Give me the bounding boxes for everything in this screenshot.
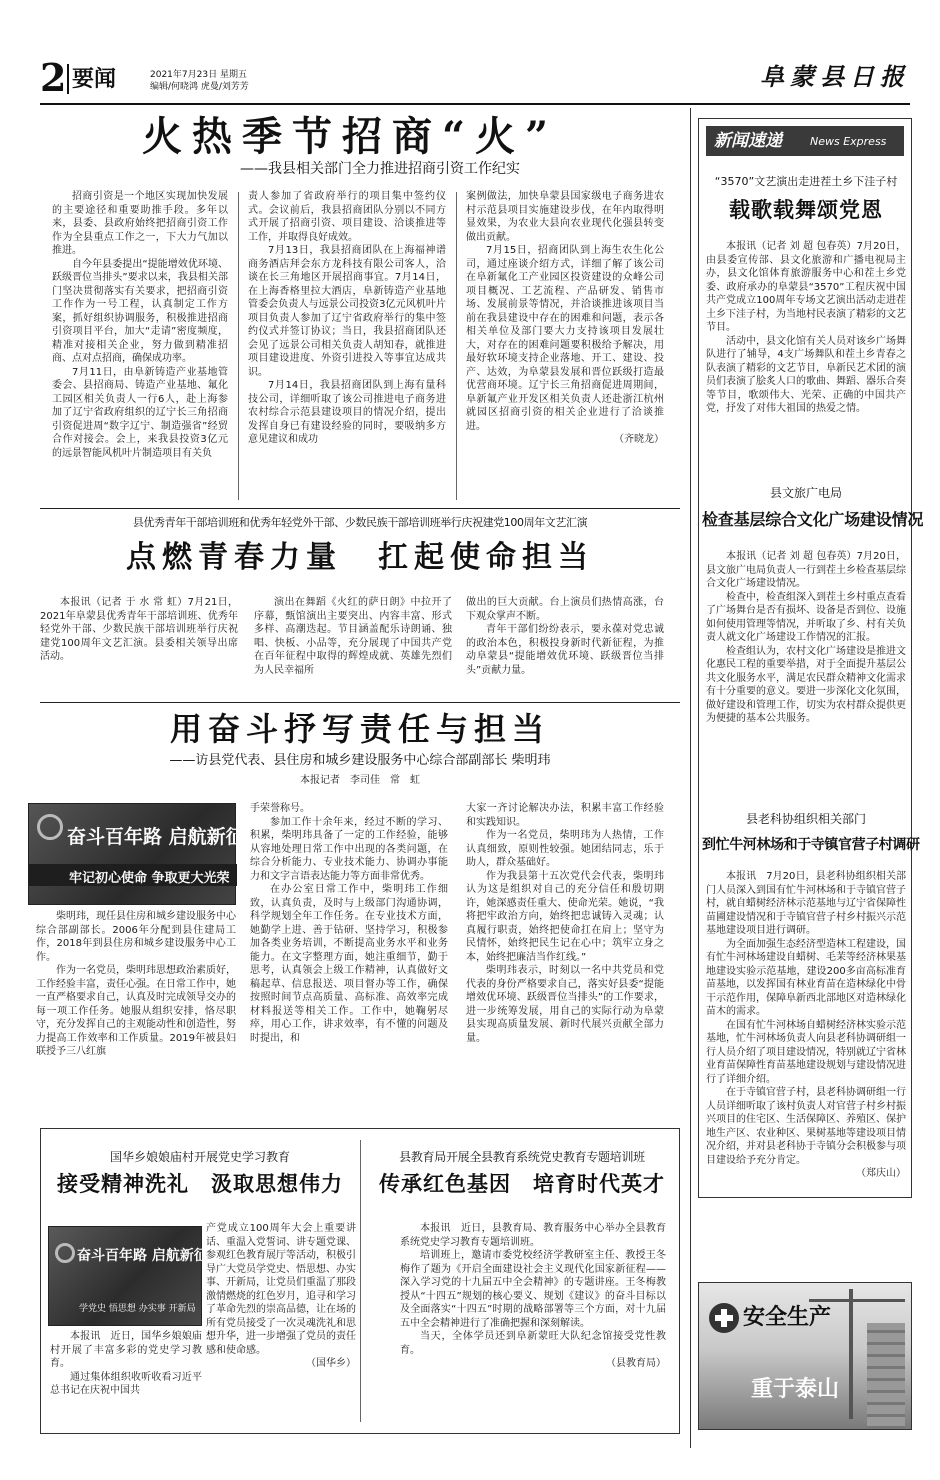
section-rule — [40, 702, 680, 703]
section-name: 要闻 — [72, 66, 117, 92]
banner-tagline: 牢记初心使命 争取更大光荣 — [69, 871, 230, 886]
safety-ad-line2: 重于泰山 — [751, 1377, 840, 1402]
main-para: 招商引资是一个地区实现加快发展的主要途径和重要助推手段。多年以来，县委、县政府始终把招商引资工作作为全县重点工作之一，下大力气加以推进。 — [52, 191, 228, 256]
sidebar-para: 活动中，县文化馆有关人员对该乡广场舞队进行了辅导，4支广场舞队和茬土乡青春之队表演了精彩的文艺节目，阜新民艺术团的演员们表演了脍炙人口的歌曲、舞蹈、器乐合奏等节目，歌颂伟大、光荣、正确的中国共产党，抒发了对伟大祖国的热爱之情。 — [706, 335, 906, 414]
sidebar-para: 检查中，检查组深入到茬土乡村重点查看了广场舞台是否有损坏、设备是否到位、设施如何使用管理等情况，并听取了乡、村有关负责人就文化广场建设工作情况的汇报。 — [706, 591, 906, 643]
left-box-col-a — [50, 1330, 202, 1428]
profile-para: 作为我县第十五次党代会代表，柴明玮认为这是组织对自己的充分信任和殷切期许，她深感责任重大、使命光荣。她说，“我将把牢政治方向，始终把忠诚铸入灵魂；认真履行职责，始终把使命扛在肩上；坚守为民情怀，始终把民生记在心中；筑牢立身之本，始终把廉洁当作红线。” — [466, 870, 664, 963]
left-box-para: 通过集体组织收听收看习近平总书记在庆祝中国共 — [50, 1371, 202, 1396]
banner-slogan: 奋斗百年路 启航新征程 — [67, 826, 264, 848]
profile-para: 手荣誉称号。 — [250, 803, 310, 814]
editor-credits: 编辑/何晓鸿 虎曼/刘芳芳 — [150, 82, 249, 92]
profile-para: 柴明玮表示，时刻以一名中共党员和党代表的身份严格要求自己，落实好县委“提能增效优环境、跃级晋位当排头”的工作要求，进一步统筹发展，用自己的实际行动为阜蒙县实现高质量发展、新时代展兴贡献全部力量。 — [466, 965, 664, 1044]
profile-story-col-2 — [250, 802, 448, 1110]
sidebar-headline-1: 载歌载舞颂党恩 — [729, 197, 883, 222]
crane-silhouette — [849, 1289, 853, 1419]
flag-emblem-icon — [37, 814, 63, 840]
youth-para: 青年干部们纷纷表示，要永葆对党忠诚的政治本色，积极投身新时代新征程，为推动阜蒙县“提能增效优环境、跃级晋位当排头”贡献力量。 — [466, 624, 664, 676]
left-box-headline: 接受精神洗礼 汲取思想伟力 — [57, 1171, 343, 1196]
profile-story-col-1 — [36, 910, 236, 1110]
section-rule — [40, 508, 680, 509]
masthead — [40, 55, 910, 102]
sidebar-headline-3: 到忙牛河林场和于寺镇官营子村调研 — [702, 837, 920, 853]
right-box-headline: 传承红色基因 培育时代英才 — [379, 1171, 665, 1196]
sidebar-kicker-2: 县文旅广电局 — [769, 486, 842, 500]
right-box-para: 当天，全体学员还到阜新蒙旺大队纪念馆接受党性教育。 — [400, 1331, 666, 1356]
building-silhouette — [867, 1323, 905, 1429]
left-box-col-b — [206, 1222, 356, 1428]
main-para: 责人参加了省政府举行的项目集中签约仪式。会议前后，我县招商团队分别以不同方式开展了招商引资、项目建设、洽谈推进等工作，并取得良好成效。 — [248, 191, 446, 243]
right-box-sign: （县教育局） — [606, 1358, 666, 1369]
sidebar-kicker-3: 县老科协组织相关部门 — [745, 812, 866, 826]
page-number: 2 — [40, 55, 67, 100]
issue-date: 2021年7月23日 星期五 — [150, 70, 247, 80]
sidebar-para: 为全面加强生态经济型造林工程建设，国有忙牛河林场建设自蜡树、毛茉等经济林果基地建设实验示范基地，建设200多亩高标准育苗基地，以发挥国有林业育苗在造林绿化中骨干示范作用，保障阜新西北部地区对造林绿化苗木的需求。 — [706, 938, 906, 1017]
youth-story-col-2 — [254, 596, 452, 696]
left-box-kicker: 国华乡娘娘庙村开展党史学习教育 — [109, 1150, 290, 1164]
profile-para: 参加工作十余年来，经过不断的学习、积累，柴明玮具备了一定的工作经验，能够从容地处理日常工作中出现的各类问题，在综合分析能力、专业技术能力、协调办事能力和文字言语表达能力等方面非常优秀。 — [250, 816, 448, 882]
profile-byline: 本报记者 李司佳 常 虹 — [300, 775, 420, 786]
main-para: 7月15日，招商团队到上海生农生化公司，通过座谈介绍方式，详细了解了该公司在阜新氟化工产业园区投资建设的众峰公司项目概况、工艺流程、产品研发、销售市场、发展前景等情况，并洽谈推进该项目当前在我县建设中存在的困难和问题，表示各相关单位及部门要大力支持该项目发展壮大，对存在的困难问题要积极给予解决，用最好软环境支持企业落地、开工、建设、投产、达效，为阜蒙县发展和晋位跃级打造最优营商环境。辽宁长三角招商促进周期间，阜新氟产业开发区相关负责人还赴浙江杭州就园区招商引资的相关企业进行了洽谈推进。 — [466, 245, 664, 432]
main-story-col-3 — [466, 190, 664, 502]
youth-headline: 点燃青春力量 扛起使命担当 — [126, 540, 594, 575]
sidebar-para: 本报讯（记者 刘 超 包春英）7月20日，县文旅广电局负责人一行到茬土乡检查基层综合文化广场建设情况。 — [706, 551, 906, 589]
sidebar-para: 本报讯（记者 刘 超 包春英）7月20日，由县委宣传部、县文化旅游和广播电视局主办，县文化馆体育旅游服务中心和茬土乡党委、政府承办的阜蒙县“3570”工程庆祝中国共产党成立100周年专场文艺演出活动走进茬土乡下洼子村，为当地村民表演了精彩的文艺节目。 — [706, 241, 906, 333]
profile-para: 大家一齐讨论解决办法，积累丰富工作经验和实践知识。 — [466, 803, 664, 828]
banner-slogan: 奋斗百年路 启航新征程 — [77, 1248, 222, 1264]
youth-story-col-1 — [40, 596, 238, 696]
sidebar-para: 在国有忙牛河林场自蜡树经济林实验示范基地，忙牛河林场负责人向县老科协调研组一行人员介绍了项目建设情况，特别就辽宁省林业育苗保障性育苗基地建设规划与建设情况进行了详细介绍。 — [706, 1019, 906, 1085]
main-sign: （齐晓龙） — [614, 434, 664, 445]
right-box-para: 培训班上，邀请市委党校经济学教研室主任、教授王冬梅作了题为《开启全面建设社会主义现代化国家新征程——深入学习党的十九届五中全会精神》的专题讲座。王冬梅教授从“十四五”规划的核心要义、规划《建议》的奋斗目标以及全面落实“十四五”时期的战略部署等三个方面，对十九届五中全会精神进行了准确把握和深刻解读。 — [400, 1250, 666, 1329]
profile-story-col-3 — [466, 802, 664, 1110]
news-express-title: 新闻速递 — [714, 131, 782, 151]
column-divider — [456, 192, 457, 500]
party-study-photo — [48, 1226, 222, 1326]
crane-jib — [809, 1299, 905, 1302]
safety-ad-line1: 安全生产 — [743, 1305, 832, 1330]
sidebar-para: 在于寺镇官营子村，县老科协调研组一行人员详细听取了该村负责人对官营子村乡村振兴项目的住宅区、生活保障区、养殖区、保护地生产区、农业种区、果树基地等建设项目情况介绍，并对县老科协于寺镇分会积极参与项目建设给予充分肯定。 — [706, 1087, 906, 1166]
sidebar-sign: （郑庆山） — [856, 1168, 906, 1179]
news-express-subtitle: News Express — [810, 135, 887, 148]
news-express-header — [706, 126, 904, 156]
main-para: 7月13日，我县招商团队在上海福神谱商务酒店拜会东方龙科技有限公司客人，洽谈在长三角地区开展招商事宜。7月14日，在上海香格里拉大酒店，阜新铸造产业基地管委会负责人与远景公司投资3亿元风机叶片项目负责人参加了辽宁省政府举行的集中签约仪式并签订协议；当日，我县招商团队还会见了远景公司相关负责人胡知春，就推进项目建设进度、外资引进投入等事宜达成共识。 — [248, 245, 446, 378]
sidebar-story-1 — [706, 240, 906, 474]
youth-para: 演出在舞蹈《火红的萨日朗》中拉开了序幕，甄馆演出主要突出、内容丰富、形式多样、高潮迭起。节目涵盖配乐诗朗诵、独唱、快板、小品等，充分展现了中国共产党在百年征程中取得的辉煌成就、英雄先烈们为人民幸福所 — [254, 597, 452, 676]
sidebar-story-3 — [706, 870, 906, 1192]
profile-headline: 用奋斗抒写责任与担当 — [169, 710, 550, 748]
flag-emblem-icon — [55, 1243, 75, 1263]
right-box-col — [400, 1222, 666, 1428]
profile-subheadline: ——访县党代表、县住房和城乡建设服务中心综合部副部长 柴明玮 — [169, 753, 551, 768]
youth-story-col-3 — [466, 596, 664, 696]
safety-cross-icon — [709, 1303, 739, 1333]
main-story-col-2 — [248, 190, 446, 502]
sidebar-para: 检查组认为，农村文化广场建设是推进文化惠民工程的重要举措，对于全面提升基层公共文化服务水平，满足农民群众精神文化需求有十分重要的意义。要进一步深化文化氛围，做好建设和管理工作，切实为农村群众提供更为便捷的基本公共服务。 — [706, 645, 906, 724]
sidebar-headline-2: 检查基层综合文化广场建设情况 — [702, 510, 924, 529]
sidebar-kicker-1: “3570”文艺演出走进茬土乡下洼子村 — [714, 175, 898, 188]
youth-para: 本报讯（记者 于 水 常 虹）7月21日，2021年阜蒙县优秀青年干部培训班、优秀年轻党外干部、少数民族干部培训班举行庆祝建党100周年文艺汇演。县委相关领导出席活动。 — [40, 597, 238, 662]
main-story-col-1 — [52, 190, 228, 502]
sidebar-divider — [690, 108, 691, 1448]
right-box-kicker: 县教育局开展全县教育系统党史教育专题培训班 — [399, 1150, 645, 1164]
sidebar-para: 本报讯 7月20日，县老科协组织相关部门人员深入到国有忙牛河林场和于寺镇官营子村，就自蜡树经济林示范基地与辽宁省保障性苗圃建设情况和于寺镇官营子村乡村振兴示范基地建设项目进行调研。 — [706, 871, 906, 936]
main-para: 7月11日，由阜新铸造产业基地管委会、县招商局、铸造产业基地、氟化工园区相关负责人一行6人，赴上海参加了辽宁省政府组织的辽宁长三角招商引资促进周“数字辽宁、制造强省”经贸合作对接会。会上，来我县投资3亿元的远景智能风机叶片制造项目有关负 — [52, 366, 228, 459]
profile-para: 作为一名党员，柴明玮思想政治素质好，工作经验丰富，责任心强。在日常工作中，她一直严格要求自己，认真及时完成领导交办的每一项工作任务。她服从组织安排，恪尽职守，充分发挥自己的主观能动性和创造性，努力提高工作效率和工作质量。2019年被县妇联授予三八红旗 — [36, 965, 236, 1057]
youth-para: 做出的巨大贡献。台上演员们热情高涨，台下观众掌声不断。 — [466, 597, 664, 622]
main-subheadline: ——我县相关部门全力推进招商引资工作纪实 — [240, 161, 520, 177]
main-para: 7月14日，我县招商团队到上海有量科技公司，详细听取了该公司推进电子商务进农村综合示范县建设项目的情况介绍，提出发挥自身已有建设经验的同时，要吸纳多方意见建议和成功 — [248, 380, 446, 445]
masthead-divider — [67, 64, 69, 94]
column-divider — [360, 1140, 361, 1422]
masthead-rule — [40, 103, 910, 105]
party-anniversary-photo — [28, 803, 264, 905]
left-box-para: 产党成立100周年大会上重要讲话、重温入党誓词、讲专题党课、参观红色教育展厅等活动，积极引导广大党员学党史、悟思想、办实事、开新局，让党员们重温了那段激情燃烧的红色岁月，追寻和学习了革命先烈的崇高品德，让在场的所有党员接受了一次灵魂洗礼和思想升华，进一步增强了党员的责任感和使命感。 — [206, 1223, 356, 1356]
profile-para: 作为一名党员，柴明玮为人热情，工作认真细致，原则性较强。她团结同志，乐于助人，群众基础好。 — [466, 830, 664, 868]
banner-tagline: 学党史 悟思想 办实事 开新局 — [79, 1304, 196, 1314]
main-para: 自今年县委提出“提能增效优环境、跃级晋位当排头”要求以来，我县相关部门坚决贯彻落实有关要求，把招商引资工作作为一号工程，认真制定工作方案，抓好组织协调服务，积极推进招商引资项目平台，加大“走请”密度频度，精准对接相关企业，努力做到精准招商、点对点招商，确保成功率。 — [52, 258, 228, 364]
profile-para: 在办公室日常工作中，柴明玮工作细致，认真负责，及时与上级部门沟通协调，科学规划全年工作任务。在专业技术方面，她勤学上进、善于钻研、坚持学习，积极参加各类业务培训，不断提高业务水平和业务能力。在文字整理方面，她注重细节，勤于思考，认真领会上级工作精神，认真做好文稿起草、信息报送、项目督办等工作，确保按照时间节点高质量、高标准、高效率完成材料报送等相关工作。工作中，她鞠躬尽瘁，用心工作，讲求效率，有不懂的问题及时提出，和 — [250, 884, 448, 1044]
column-divider — [238, 192, 239, 500]
profile-para: 柴明玮，现任县住房和城乡建设服务中心综合部副部长。2006年分配到县住建局工作，2018年到县住房和城乡建设服务中心工作。 — [36, 911, 236, 963]
sidebar-story-2 — [706, 550, 906, 798]
youth-kicker: 县优秀青年干部培训班和优秀年轻党外干部、少数民族干部培训班举行庆祝建党100周年文艺汇演 — [132, 516, 588, 529]
main-headline: 火热季节招商“火” — [141, 113, 558, 160]
paper-name-logo: 阜蒙县日报 — [760, 62, 910, 91]
left-box-sign: （国华乡） — [306, 1358, 356, 1369]
main-para: 案例做法，加快阜蒙县国家级电子商务进农村示范县项目实施建设步伐，在年内取得明显效果，为农业大县向农业现代化强县转变做出贡献。 — [466, 191, 664, 243]
safety-ad — [698, 1282, 912, 1430]
right-box-para: 本报讯 近日，县教育局、教育服务中心举办全县教育系统党史学习教育专题培训班。 — [400, 1223, 666, 1248]
left-box-para: 本报讯 近日，国华乡娘娘庙村开展了丰富多彩的党史学习教育。 — [50, 1331, 202, 1369]
